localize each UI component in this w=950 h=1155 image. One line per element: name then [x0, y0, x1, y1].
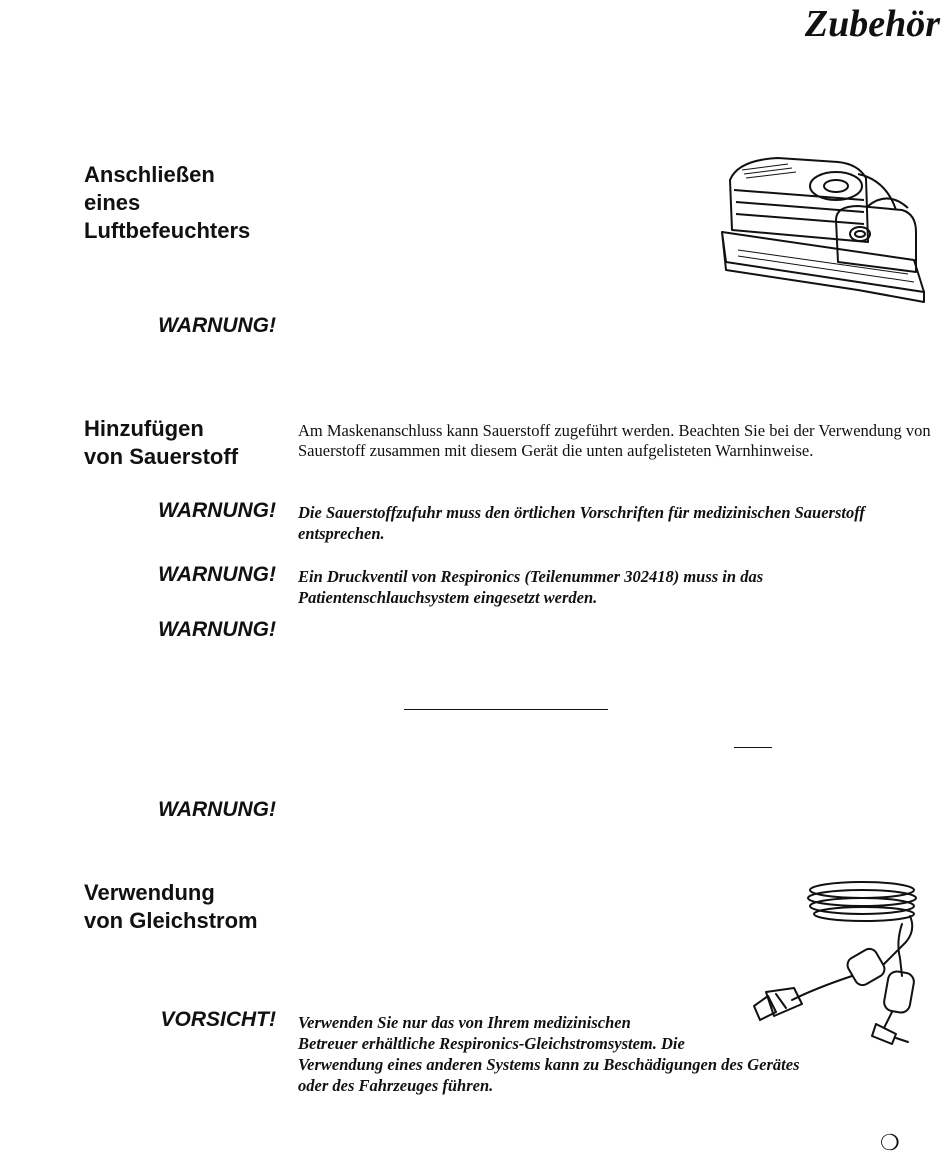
page-number-mark: ❍ — [880, 1130, 900, 1155]
warning-label-oxygen-3: WARNUNG! — [158, 618, 276, 641]
heading-line: eines — [84, 190, 141, 215]
heading-line: von Sauerstoff — [84, 444, 239, 469]
heading-line: von Gleichstrom — [84, 908, 258, 933]
warning-label-oxygen-4: WARNUNG! — [158, 798, 276, 821]
section-heading-humidifier — [84, 161, 250, 245]
caution-line: Verwenden Sie nur das von Ihrem medizinischen — [298, 1013, 631, 1032]
caution-line: Betreuer erhältliche Respironics-Gleichstromsystem. Die — [298, 1034, 685, 1053]
warning-text-oxygen-2: Ein Druckventil von Respironics (Teilenummer 302418) muss in das Patientenschlauchsystem eingesetzt werden. — [298, 567, 764, 607]
warning-label-oxygen-1: WARNUNG! — [158, 499, 276, 522]
warning-text-oxygen-1: Die Sauerstoffzufuhr muss den örtlichen Vorschriften für medizinischen Sauerstoff entsprechen. — [298, 503, 865, 543]
divider-rule — [404, 709, 608, 710]
oxygen-intro-text: Am Maskenanschluss kann Sauerstoff zugeführt werden. Beachten Sie bei der Verwendung von Sauerstoff zusammen mit diesem Gerät die unten aufgelisteten Warnhinweise. — [298, 421, 931, 460]
caution-text-dc-power — [298, 1012, 800, 1096]
caution-label-dc-power: VORSICHT! — [160, 1008, 276, 1031]
heading-line: Luftbefeuchters — [84, 218, 251, 243]
section-heading-oxygen — [84, 415, 238, 471]
divider-rule-short — [734, 747, 772, 748]
heading-line: Anschließen — [84, 162, 215, 187]
caution-line: Verwendung eines anderen Systems kann zu Beschädigungen des Gerätes — [298, 1055, 800, 1074]
warning-label-humidifier: WARNUNG! — [158, 314, 276, 337]
page-title: Zubehör — [804, 3, 940, 45]
warning-label-oxygen-2: WARNUNG! — [158, 563, 276, 586]
heading-line: Hinzufügen — [84, 416, 204, 441]
caution-line: oder des Fahrzeuges führen. — [298, 1076, 494, 1095]
section-heading-dc-power — [84, 879, 258, 935]
heading-line: Verwendung — [84, 880, 215, 905]
humidifier-illustration — [718, 150, 930, 306]
